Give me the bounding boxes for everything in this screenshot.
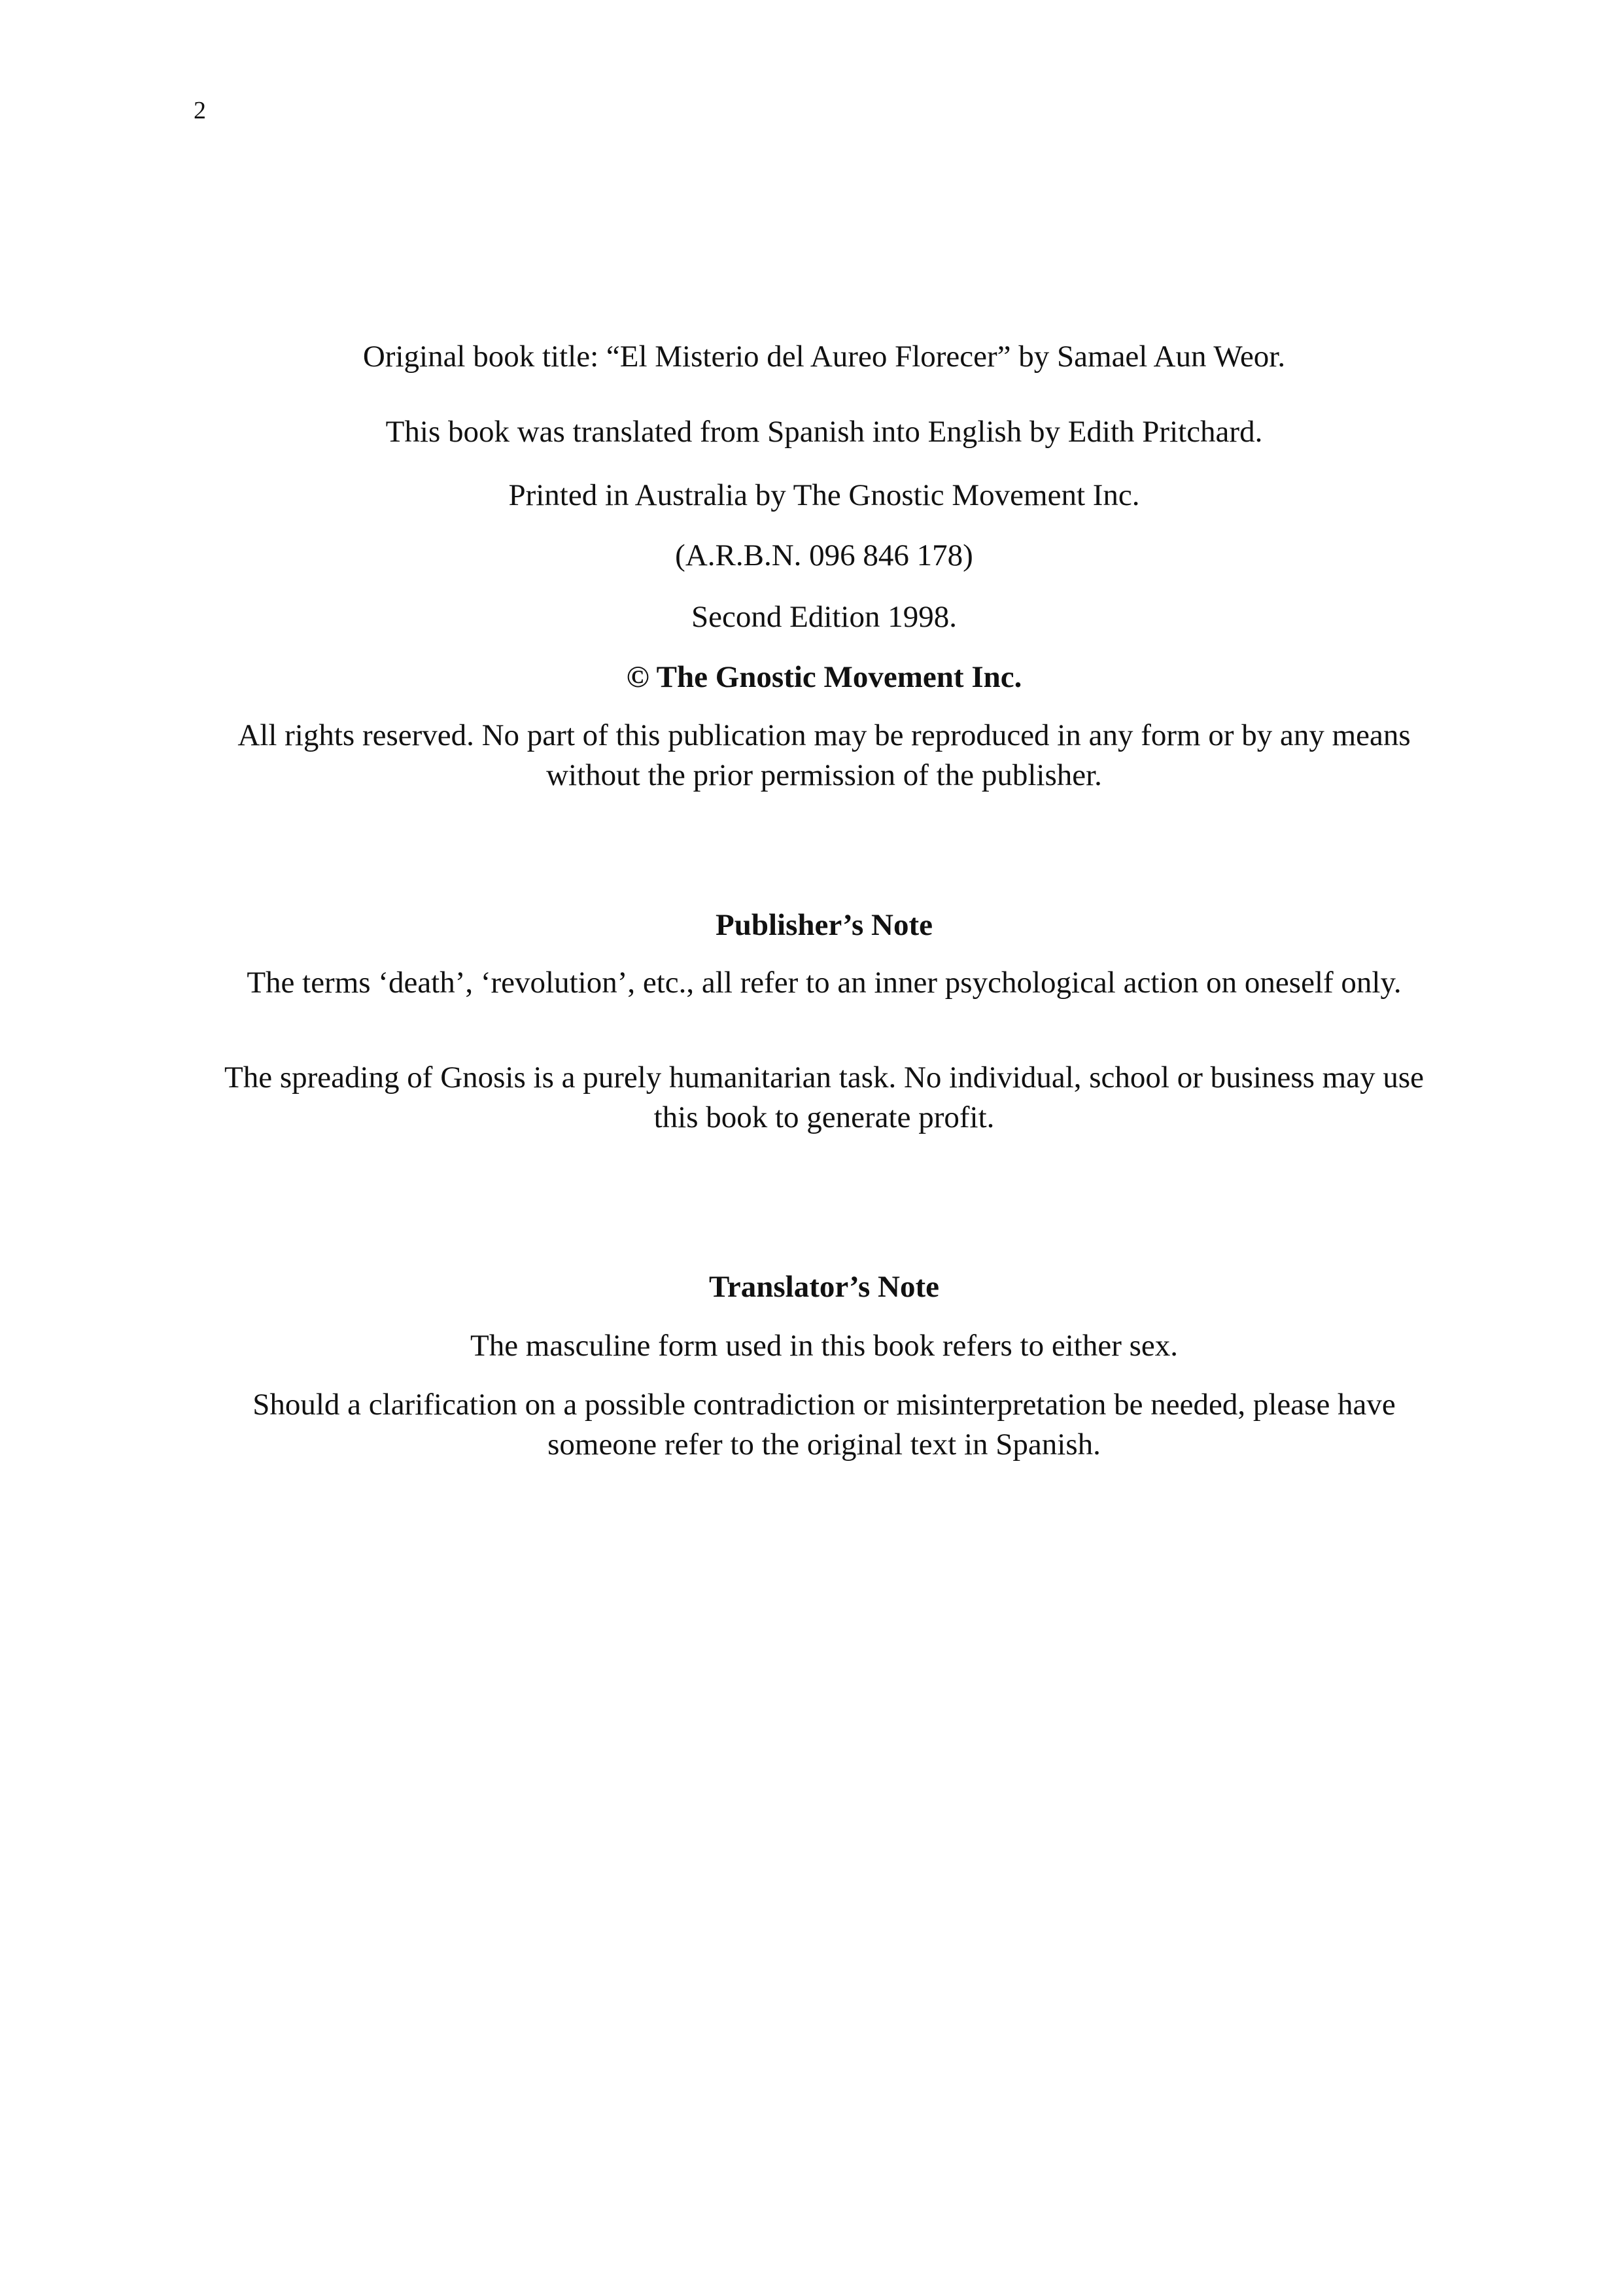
publishers-note-paragraph-2: The spreading of Gnosis is a purely humanitarian task. No individual, school or business may use this book to generate profit.	[224, 1060, 1424, 1134]
translators-note-paragraph-2: Should a clarification on a possible contradiction or misinterpretation be needed, please have someone refer to the original text in Spanish.	[252, 1388, 1396, 1462]
rights-paragraph: All rights reserved. No part of this publication may be reproduced in any form or by any means without the prior permission of the publisher.	[237, 718, 1411, 792]
translation-credit-line: This book was translated from Spanish into English by Edith Pritchard.	[385, 415, 1263, 449]
arbn-line: (A.R.B.N. 096 846 178)	[675, 538, 973, 572]
translators-note-heading: Translator’s Note	[709, 1270, 939, 1304]
copyright-line: © The Gnostic Movement Inc.	[626, 660, 1022, 694]
page-number: 2	[194, 97, 206, 124]
printer-line: Printed in Australia by The Gnostic Movement Inc.	[508, 478, 1140, 512]
publishers-note-paragraph-1: The terms ‘death’, ‘revolution’, etc., all refer to an inner psychological action on oneself only.	[247, 966, 1402, 1000]
edition-line: Second Edition 1998.	[691, 600, 957, 634]
original-title-line: Original book title: “El Misterio del Aureo Florecer” by Samael Aun Weor.	[362, 340, 1286, 374]
translators-note-paragraph-1: The masculine form used in this book refers to either sex.	[470, 1329, 1178, 1363]
publishers-note-heading: Publisher’s Note	[715, 908, 933, 942]
